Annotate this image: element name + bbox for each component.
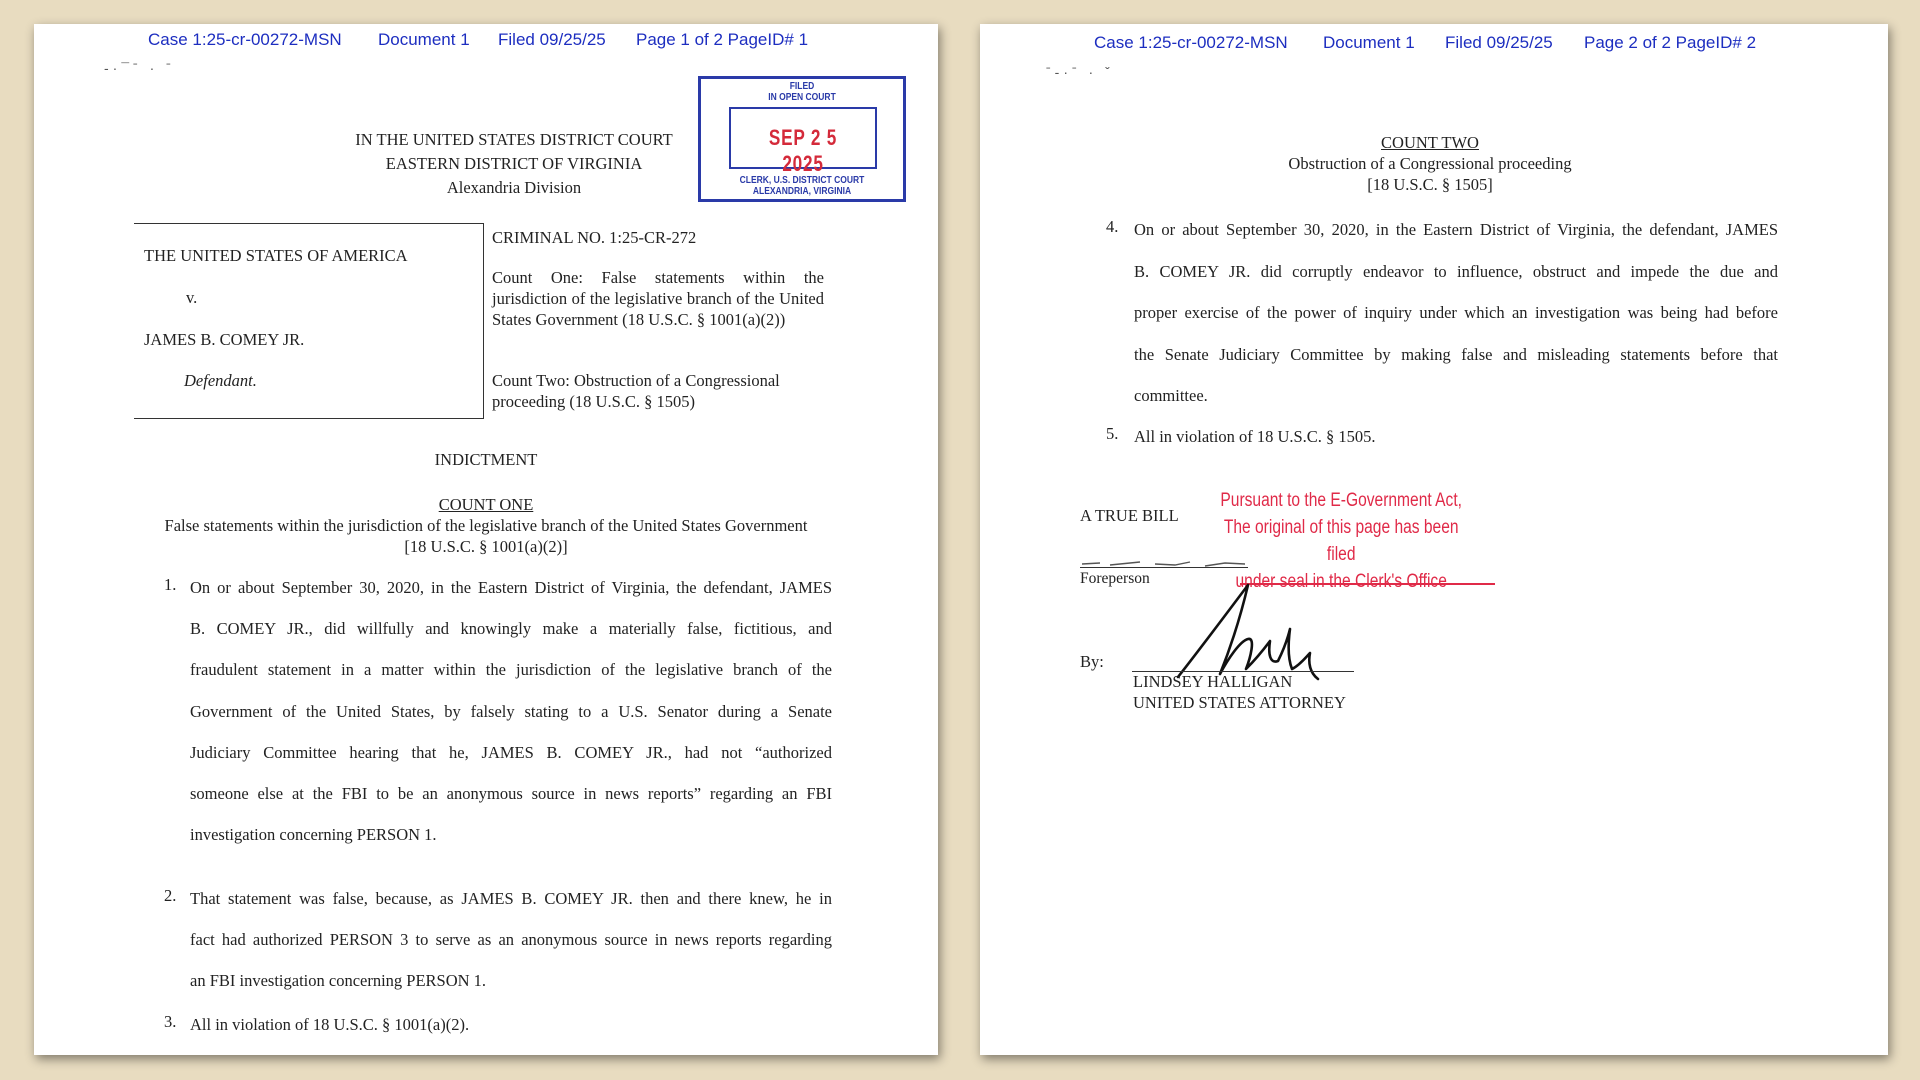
versus: v. [186,288,198,307]
seal-notice-line: Pursuant to the E-Government Act, [1220,490,1463,511]
filed-date: Filed 09/25/25 [1445,33,1553,52]
defendant-name: JAMES B. COMEY JR. [144,330,305,349]
paragraph-5: All in violation of 18 U.S.C. § 1505. [1134,427,1376,446]
count-one-heading-block [84,494,888,557]
case-number: Case 1:25-cr-00272-MSN [1094,33,1288,52]
stamp-filed-text: FILED [789,81,815,92]
court-division: Alexandria Division [446,178,582,197]
paragraph-line: Judiciary Committee hearing that he, JAMES B. COMEY JR., had not “authorized [190,742,832,762]
paragraph-number: 4. [1106,217,1119,236]
paragraph-line: B. COMEY JR., did willfully and knowingly make a materially false, fictitious, and [190,619,832,639]
count-one-statute: [18 U.S.C. § 1001(a)(2)] [404,537,568,556]
caption-count-one: Count One: False statements within the jurisdiction of the legislative branch of the United States Government (18 U.S.C. § 1001(a)(2)) [492,268,824,329]
paragraph-2 [190,878,832,1002]
paragraph-line: B. COMEY JR. did corruptly endeavor to influence, obstruct and impede the due and [1134,261,1778,281]
document-page-2 [980,24,1888,1055]
signer-title: UNITED STATES ATTORNEY [1133,693,1346,712]
paragraph-line: Government of the United States, by falsely stating to a U.S. Senator during a Senate [190,701,832,721]
paragraph-line: fraudulent statement in a matter within the jurisdiction of the legislative branch of the [190,660,832,680]
paragraph-number: 1. [164,575,177,594]
count-two-statute: [18 U.S.C. § 1505] [1367,175,1493,194]
paragraph-line: an FBI investigation concerning PERSON 1. [190,971,487,991]
paragraph-line: That statement was false, because, as JAMES B. COMEY JR. then and there knew, he in [190,889,832,908]
scan-specks: ˉ-·ˉ · ˇ [1046,64,1114,80]
paragraph-line: On or about September 30, 2020, in the Eastern District of Virginia, the defendant, JAMES [190,578,832,597]
paragraph-number: 2. [164,886,177,905]
case-number: Case 1:25-cr-00272-MSN [148,30,342,49]
page-id: Page 2 of 2 PageID# 2 [1584,33,1757,52]
paragraph-line: someone else at the FBI to be an anonymous source in news reports” regarding an FBI [190,784,832,804]
signer-name: LINDSEY HALLIGAN [1133,672,1293,691]
paragraph-4 [980,209,1888,417]
by-label: By: [1080,652,1104,671]
paragraph-number: 3. [164,1012,177,1031]
count-two-subheading: Obstruction of a Congressional proceeding [1288,154,1572,173]
paragraph-line: fact had authorized PERSON 3 to serve as an anonymous source in news reports regarding [190,930,832,950]
criminal-number: CRIMINAL NO. 1:25-CR-272 [492,228,697,247]
paragraph-3: All in violation of 18 U.S.C. § 1001(a)(2). [190,1015,470,1034]
filed-date: Filed 09/25/25 [498,30,606,49]
indictment-title: INDICTMENT [434,450,538,469]
court-name: IN THE UNITED STATES DISTRICT COURT [355,130,673,149]
paragraph-line: On or about September 30, 2020, in the Eastern District of Virginia, the defendant, JAMES [1134,220,1778,239]
document-page-1 [34,24,938,1055]
caption-count-two: Count Two: Obstruction of a Congressional proceeding (18 U.S.C. § 1505) [492,371,780,411]
count-one-subheading: False statements within the jurisdiction of the legislative branch of the United States Government [164,516,808,535]
paragraph-1 [190,567,832,855]
paragraph-line: the Senate Judiciary Committee by making false and misleading statements before that [1134,344,1778,364]
foreperson-label: Foreperson [1080,570,1150,587]
court-district: EASTERN DISTRICT OF VIRGINIA [385,154,643,173]
page-id: Page 1 of 2 PageID# 1 [636,30,809,49]
scan-specks: -·¯ˉ · ˉ [104,60,175,76]
count-one-heading: COUNT ONE [438,495,534,514]
seal-notice-line: under seal in the Clerk's Office [1235,571,1447,592]
document-number: Document 1 [1323,33,1415,52]
paragraph-line: committee. [1134,386,1208,405]
stamp-clerk-text: CLERK, U.S. DISTRICT COURT [739,175,865,186]
paragraph-line: investigation concerning PERSON 1. [190,825,437,845]
stamp-open-court-text: IN OPEN COURT [768,92,836,103]
seal-notice-line: The original of this page has been filed [1223,517,1459,565]
paragraph-line: proper exercise of the power of inquiry under which an investigation was being had before [1134,303,1778,322]
plaintiff: THE UNITED STATES OF AMERICA [144,246,408,265]
paragraph-number: 5. [1106,424,1119,443]
document-number: Document 1 [378,30,470,49]
court-heading [264,128,764,200]
foreperson-signature-line [1080,567,1248,568]
stamp-date: SEP 2 5 2025 [768,125,838,176]
count-two-heading-block [1130,132,1730,195]
defendant-role: Defendant. [184,371,257,390]
count-two-heading: COUNT TWO [1381,133,1479,152]
stamp-location-text: ALEXANDRIA, VIRGINIA [752,186,852,197]
true-bill-label: A TRUE BILL [1080,506,1179,525]
